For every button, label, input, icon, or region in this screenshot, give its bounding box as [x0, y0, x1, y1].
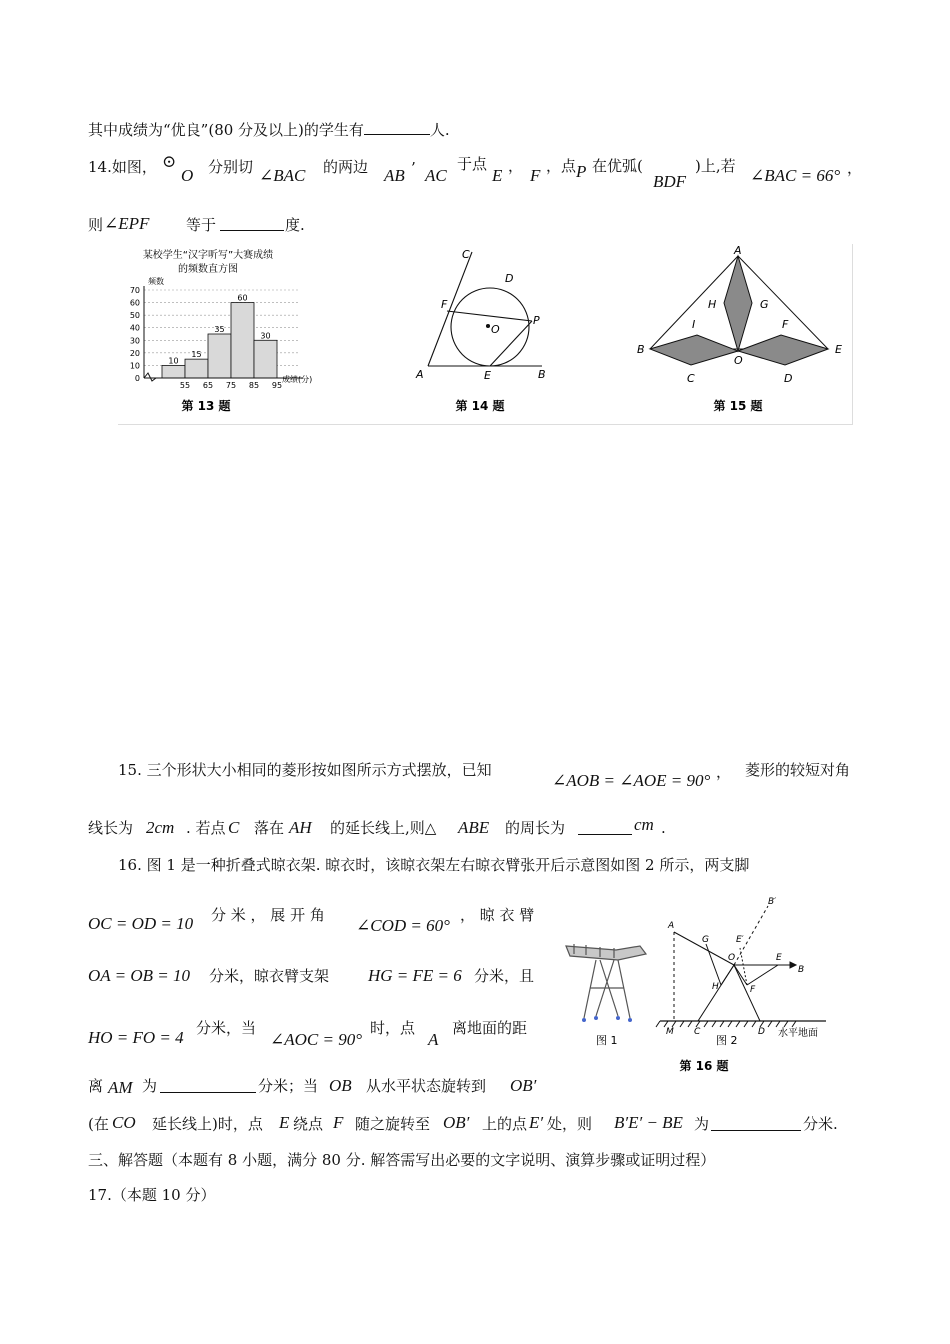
label-o: O	[728, 953, 736, 963]
q13-tail: 其中成绩为“优良”(80 分及以上)的学生有 人.	[88, 121, 450, 139]
label-e-prime: E′	[736, 935, 744, 945]
caption-15: 第 15 题	[713, 399, 763, 413]
x-tick-label: 75	[225, 381, 237, 390]
label-c: C	[462, 248, 470, 261]
y-axis-label: 频数	[148, 277, 164, 286]
label-c: C	[694, 1027, 701, 1037]
x-tick-label: 85	[248, 381, 260, 390]
answer-blank	[578, 820, 632, 835]
y-tick-label: 30	[129, 336, 140, 346]
rhombus-right	[738, 335, 828, 365]
label-e: E	[835, 343, 842, 356]
label-m: M	[666, 1027, 674, 1037]
section-heading: 三、解答题（本题有 8 小题，满分 80 分. 解答需写出必要的文字说明、演算步骤或证明过程）	[88, 1151, 716, 1169]
brace-hg	[706, 944, 721, 985]
rack-top	[566, 946, 646, 960]
ground-hatch	[656, 1021, 796, 1027]
label-e: E	[484, 369, 491, 382]
arrow-b	[790, 962, 796, 968]
label-d: D	[784, 372, 793, 385]
bar-value-label: 30	[260, 331, 271, 341]
drying-rack-photo	[566, 944, 646, 1022]
label-o: O	[734, 354, 743, 367]
label-b: B	[538, 368, 546, 381]
label-g: G	[760, 298, 769, 311]
label-a: A	[734, 244, 742, 257]
label-b: B	[637, 343, 645, 356]
figure-16	[556, 888, 846, 1078]
question-17: 17.（本题 10 分）	[88, 1186, 216, 1204]
segment-fp	[447, 311, 532, 321]
x-tick-label: 55	[179, 381, 191, 390]
x-tick-labels	[180, 381, 282, 390]
label-a: A	[416, 368, 424, 381]
bar	[254, 340, 277, 378]
chart-title-2: 的频数直方图	[178, 264, 238, 275]
caption-13: 第 13 题	[181, 399, 231, 413]
label-o: O	[491, 323, 500, 336]
caption-14: 第 14 题	[455, 399, 505, 413]
bar	[185, 359, 208, 378]
ground-label: 水平地面	[778, 1028, 818, 1039]
line-ac	[428, 252, 472, 366]
label-g: G	[702, 935, 709, 945]
bar	[208, 334, 231, 378]
y-tick-label: 10	[129, 361, 140, 371]
label-h: H	[708, 298, 717, 311]
segment-oh	[721, 965, 734, 985]
answer-blank	[220, 216, 284, 231]
label-f: F	[782, 318, 789, 331]
label-p: P	[533, 314, 540, 327]
label-d: D	[758, 1027, 765, 1037]
circle-o	[451, 288, 529, 366]
caption-16: 第 16 题	[679, 1059, 729, 1073]
figure-16-svg	[556, 888, 846, 1078]
segment-of	[734, 965, 747, 985]
figure-13-histogram	[130, 248, 312, 413]
answer-blank	[711, 1116, 801, 1131]
label-c: C	[687, 372, 695, 385]
chart-title-1: 某校学生“汉字听写”大赛成绩	[142, 250, 274, 261]
axis-break	[144, 373, 156, 381]
bar	[231, 303, 254, 378]
label-a: A	[668, 921, 675, 931]
label-b-prime: B′	[768, 897, 777, 907]
label-b: B	[798, 965, 805, 975]
y-tick-label: 40	[129, 323, 140, 333]
rhombus-top	[724, 256, 752, 351]
bar	[162, 365, 185, 378]
center-dot	[487, 325, 490, 328]
answer-blank	[364, 120, 430, 135]
y-tick-label: 60	[129, 298, 140, 308]
label-f: F	[750, 985, 756, 995]
caption-fig2: 图 2	[716, 1034, 738, 1047]
y-tick-label: 50	[129, 311, 140, 321]
x-axis-label: 成绩(分)	[282, 375, 313, 384]
x-tick-label: 95	[271, 381, 283, 390]
label-d: D	[505, 272, 514, 285]
bar-value-label: 35	[214, 325, 225, 334]
label-e: E	[776, 953, 782, 963]
label-i: I	[692, 318, 696, 331]
y-tick-label: 0	[134, 374, 140, 383]
bars	[162, 294, 277, 378]
bar-value-label: 10	[168, 356, 179, 366]
rhombus-left	[650, 335, 738, 365]
leg-od	[734, 965, 760, 1021]
caption-fig1: 图 1	[596, 1034, 618, 1047]
y-tick-labels	[130, 286, 140, 383]
figures-svg	[118, 244, 852, 424]
figures-13-15	[118, 244, 853, 425]
figure-15-rhombi	[650, 256, 828, 365]
bar-value-label: 15	[191, 350, 202, 360]
label-h: H	[712, 982, 719, 992]
brace-fe	[747, 965, 778, 985]
y-tick-label: 20	[129, 348, 140, 358]
label-f: F	[441, 298, 448, 311]
x-tick-label: 65	[202, 381, 214, 390]
y-tick-label: 70	[129, 286, 140, 295]
answer-blank	[160, 1078, 256, 1093]
bar-value-label: 60	[237, 293, 248, 303]
